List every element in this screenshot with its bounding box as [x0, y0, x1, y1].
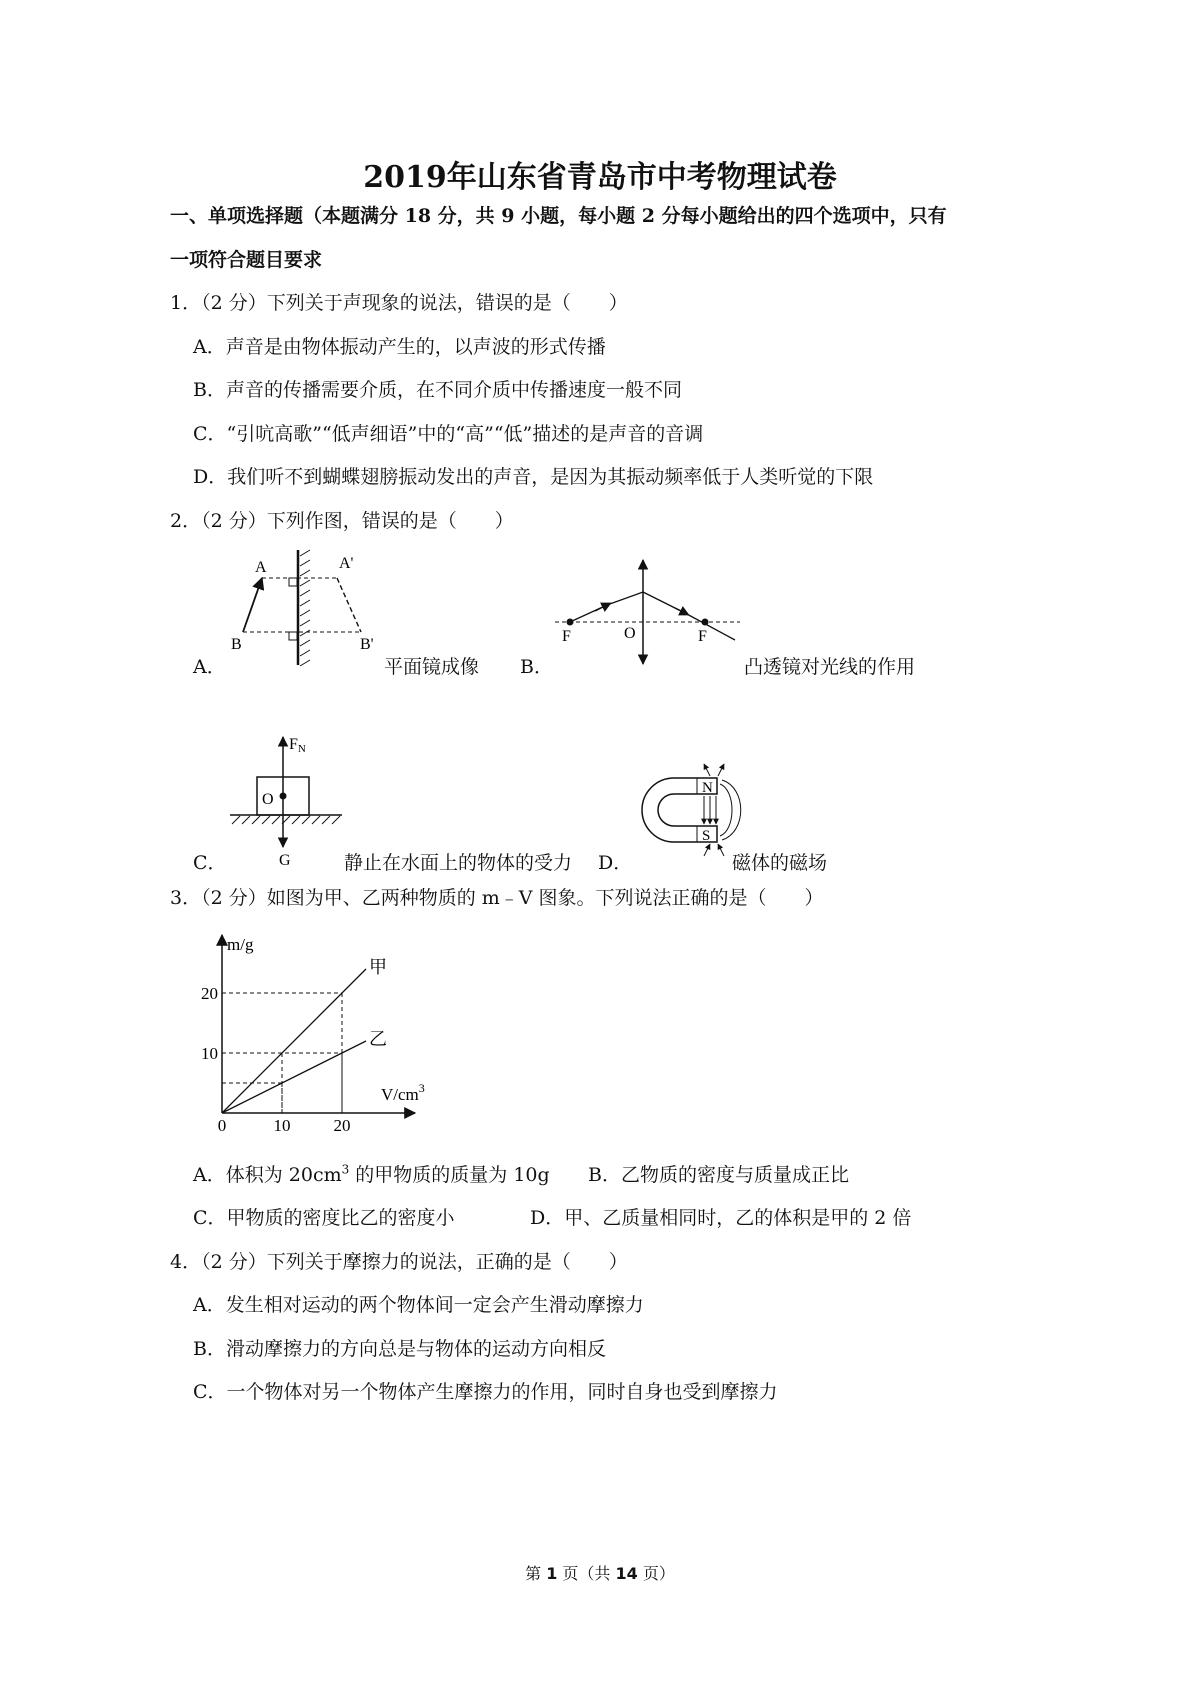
q1-option-b: B．声音的传播需要介质，在不同介质中传播速度一般不同 — [193, 379, 682, 401]
x-axis-label-sup: 3 — [418, 1081, 425, 1095]
section-heading-line2: 一项符合题目要求 — [170, 249, 323, 271]
q1-stem: 1．（2 分）下列关于声现象的说法，错误的是（ ） — [170, 292, 628, 314]
x-tick-label-2: 20 — [333, 1116, 351, 1135]
q4-option-c: C．一个物体对另一个物体产生摩擦力的作用，同时自身也受到摩擦力 — [193, 1381, 778, 1403]
label-B: B — [231, 636, 242, 653]
label-G: G — [279, 852, 291, 869]
q1-option-d: D．我们听不到蝴蝶翅膀振动发出的声音，是因为其振动频率低于人类听觉的下限 — [193, 466, 874, 488]
q2-option-c-caption: 静止在水面上的物体的受力 — [344, 852, 573, 874]
series-line-0 — [222, 969, 366, 1113]
x-tick-label-0: 0 — [217, 1116, 227, 1135]
q2-option-b-caption: 凸透镜对光线的作用 — [744, 656, 916, 678]
q1-option-c: C．“引吭高歌”“低声细语”中的“高”“低”描述的是声音的音调 — [193, 423, 704, 445]
section-heading-line1: 一、单项选择题（本题满分 18 分，共 9 小题，每小题 2 分每小题给出的四个选项中，只有 — [170, 205, 947, 227]
label-S-pole: S — [702, 828, 711, 844]
svg-text:V/cm3 — [381, 1081, 425, 1104]
series-line-1 — [222, 1041, 366, 1113]
y-tick-label-1: 20 — [201, 984, 218, 1003]
q1-option-a: A．声音是由物体振动产生的，以声波的形式传播 — [193, 336, 606, 358]
q3-option-a: A．体积为 $20cm^3$ 的甲物质的质量为 10g — [193, 1162, 550, 1186]
mv-chart — [185, 930, 445, 1140]
figure-convex-lens — [555, 558, 745, 668]
figure-plane-mirror — [225, 550, 385, 665]
q2-option-a-letter: A． — [193, 656, 226, 678]
page-title: 2019年山东省青岛市中考物理试卷 — [363, 160, 837, 195]
q2-stem: 2．（2 分）下列作图，错误的是（ ） — [170, 510, 514, 532]
label-A-prime: A' — [339, 555, 354, 572]
figure-u-magnet — [632, 760, 757, 860]
page-footer: 第 1 页（共 14 页） — [525, 1564, 675, 1583]
q3-option-b: B．乙物质的密度与质量成正比 — [588, 1164, 849, 1186]
q2-option-d-letter: D． — [598, 852, 633, 874]
label-F-right: F — [698, 628, 707, 645]
label-F: F — [289, 736, 298, 753]
q3-option-d: D．甲、乙质量相同时，乙的体积是甲的 2 倍 — [530, 1207, 912, 1229]
q3-option-c: C．甲物质的密度比乙的密度小 — [193, 1207, 455, 1229]
label-N-subscript: N — [297, 743, 306, 755]
q4-option-a: A．发生相对运动的两个物体间一定会产生滑动摩擦力 — [193, 1294, 644, 1316]
y-axis-label: m/g — [227, 935, 254, 954]
figure-floating-object — [230, 735, 345, 870]
series-label-1: 乙 — [369, 1029, 387, 1049]
q4-option-b: B．滑动摩擦力的方向总是与物体的运动方向相反 — [193, 1338, 606, 1360]
q2-option-d-caption: 磁体的磁场 — [732, 852, 828, 874]
y-tick-label-0: 10 — [201, 1044, 218, 1063]
x-axis-label: V/cm — [381, 1085, 419, 1104]
q2-option-b-letter: B． — [520, 656, 553, 678]
label-B-prime: B' — [360, 636, 374, 653]
q2-option-c-letter: C． — [193, 852, 227, 874]
svg-text:FN — [289, 736, 306, 755]
series-label-0: 甲 — [369, 957, 387, 977]
label-O: O — [624, 625, 636, 642]
label-A: A — [255, 559, 267, 576]
label-N-pole: N — [702, 780, 713, 796]
q3-stem: 3．（2 分）如图为甲、乙两种物质的 m﹣V 图象。下列说法正确的是（ ） — [170, 887, 824, 909]
x-tick-label-1: 10 — [273, 1116, 291, 1135]
label-F-left: F — [562, 628, 571, 645]
q2-option-a-caption: 平面镜成像 — [384, 656, 480, 678]
q4-stem: 4．（2 分）下列关于摩擦力的说法，正确的是（ ） — [170, 1251, 628, 1273]
label-O-point: O — [262, 791, 274, 808]
